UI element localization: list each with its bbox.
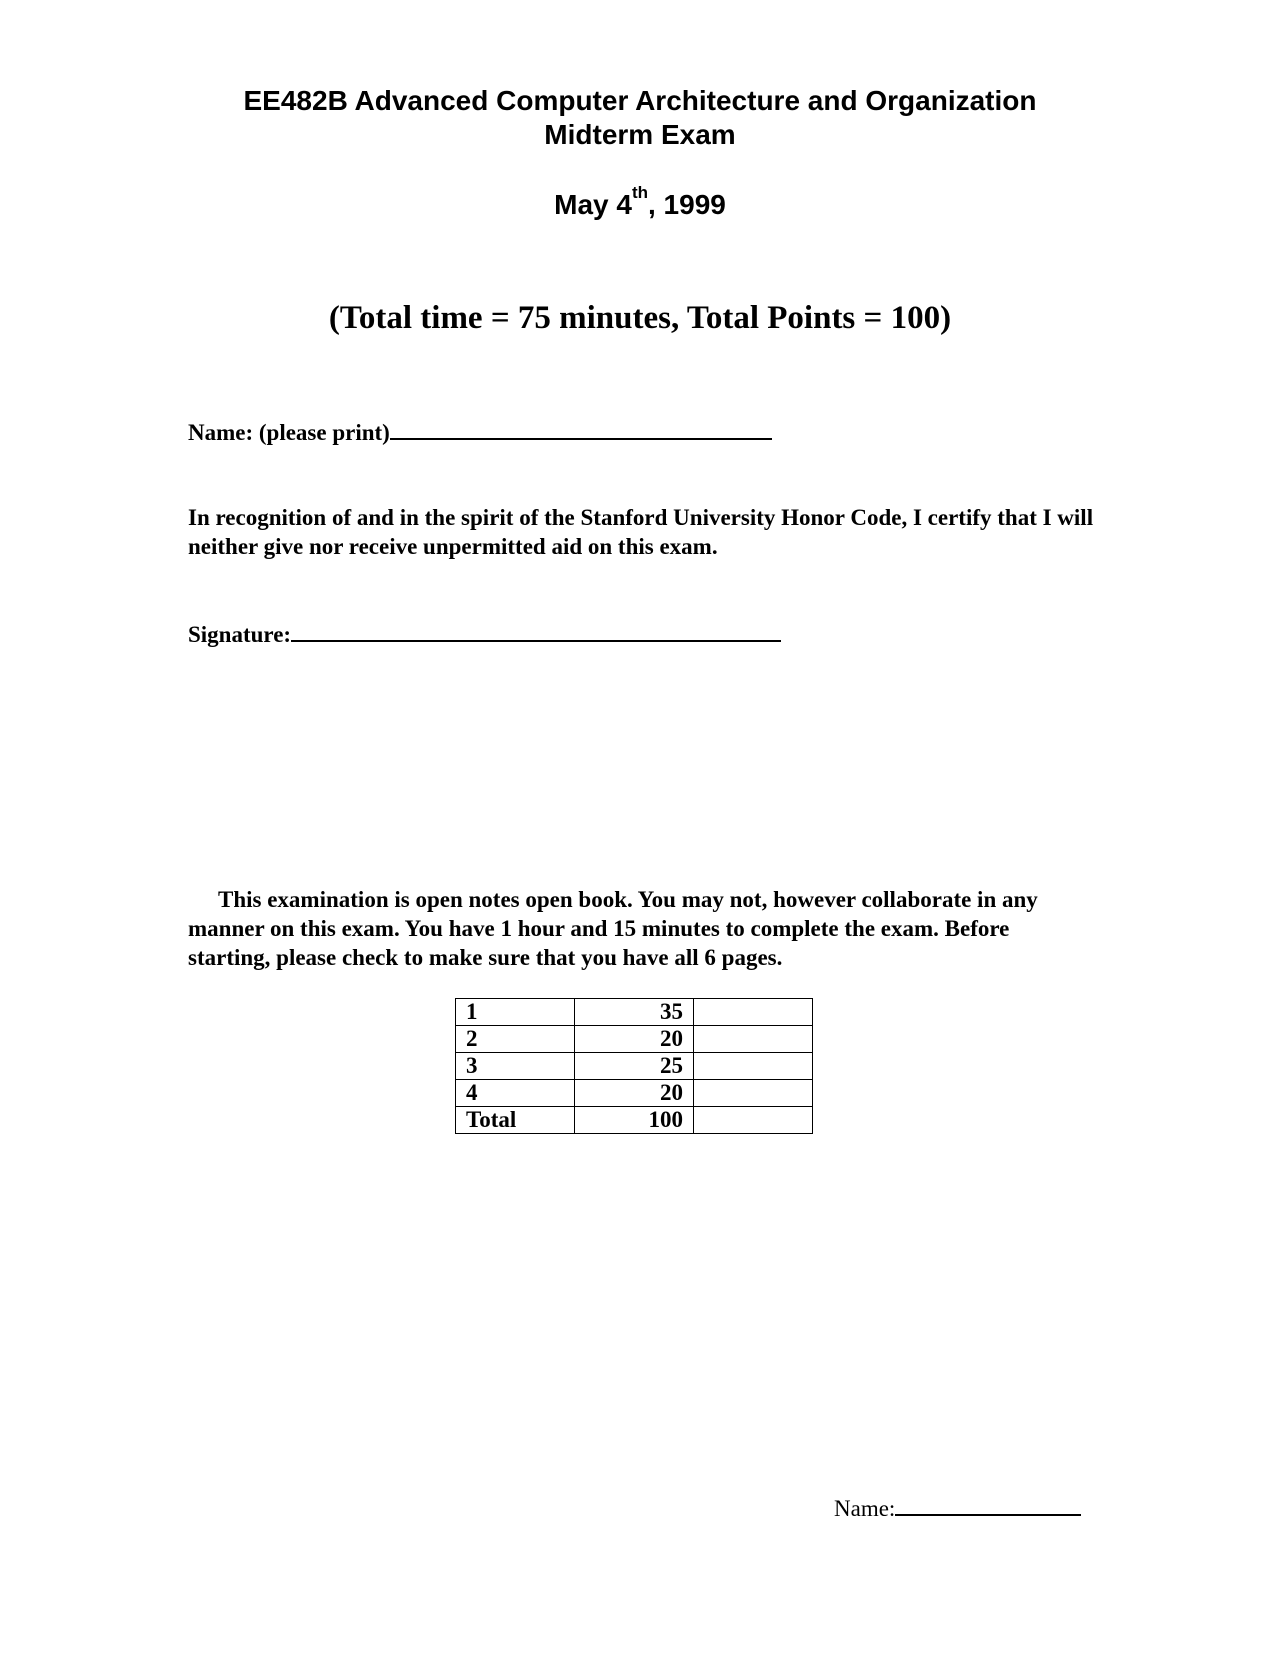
table-row	[456, 999, 813, 1026]
problem-number-cell: 3	[456, 1053, 575, 1080]
table-row	[456, 1026, 813, 1053]
problem-number-cell: 4	[456, 1080, 575, 1107]
table-row	[456, 1053, 813, 1080]
exam-instructions: This examination is open notes open book. You may not, however collaborate in any manner on this exam. You have 1 hour and 15 minutes to complete the exam. Before starting, please check to make sure that you have all 6 pages.	[188, 887, 1038, 970]
exam-date	[0, 183, 1280, 222]
signature-field	[188, 620, 781, 649]
problem-number-cell: 2	[456, 1026, 575, 1053]
score-cell	[694, 1053, 813, 1080]
footer-name-label: Name:	[834, 1496, 896, 1521]
score-cell	[694, 999, 813, 1026]
date-rest: , 1999	[648, 189, 726, 220]
name-field	[188, 418, 772, 447]
date-prefix: May 4	[554, 189, 632, 220]
course-title: EE482B Advanced Computer Architecture and Organization	[243, 85, 1037, 116]
problem-number-cell: 1	[456, 999, 575, 1026]
name-blank-line[interactable]	[390, 418, 772, 440]
name-field-label: Name: (please print)	[188, 420, 390, 445]
points-cell: 25	[575, 1053, 694, 1080]
points-cell: 35	[575, 999, 694, 1026]
honor-code-statement: In recognition of and in the spirit of the Stanford University Honor Code, I certify that I will neither give nor receive unpermitted aid on this exam.	[188, 505, 1094, 559]
totals-line: (Total time = 75 minutes, Total Points = 100)	[328, 300, 952, 336]
points-cell: 20	[575, 1026, 694, 1053]
footer-name-field	[834, 1494, 1081, 1523]
total-score-cell	[694, 1107, 813, 1134]
signature-blank-line[interactable]	[291, 620, 781, 642]
footer-name-blank-line[interactable]	[895, 1494, 1081, 1516]
date-ordinal-suffix: th	[631, 183, 648, 202]
table-row	[456, 1080, 813, 1107]
total-points-cell: 100	[575, 1107, 694, 1134]
score-cell	[694, 1026, 813, 1053]
total-label-cell: Total	[456, 1107, 575, 1134]
exam-title: Midterm Exam	[544, 119, 736, 150]
signature-field-label: Signature:	[188, 622, 292, 647]
score-table	[455, 998, 813, 1134]
table-row	[456, 1107, 813, 1134]
points-cell: 20	[575, 1080, 694, 1107]
score-cell	[694, 1080, 813, 1107]
